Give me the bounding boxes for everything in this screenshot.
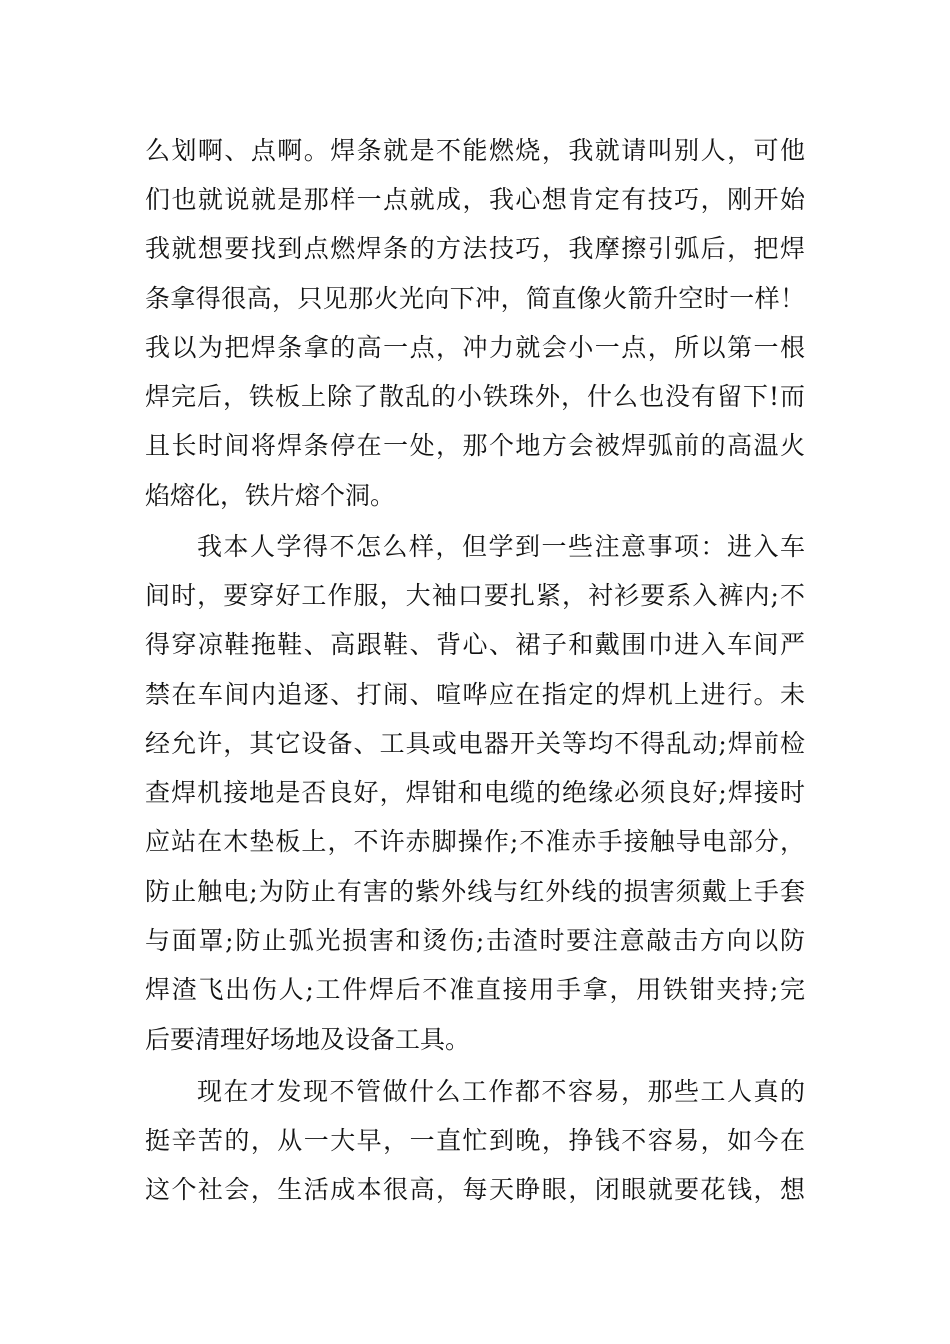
text-line: 这个社会，生活成本很高，每天睁眼，闭眼就要花钱，想: [145, 1175, 805, 1204]
text-line: 焰熔化，铁片熔个洞。: [145, 481, 396, 510]
paragraph-first-line: 现在才发现不管做什么工作都不容易，那些工人真的: [197, 1077, 805, 1106]
text-line: 我就想要找到点燃焊条的方法技巧，我摩擦引弧后，把焊: [145, 234, 805, 263]
text-line: 挺辛苦的，从一大早，一直忙到晚，挣钱不容易，如今在: [145, 1126, 805, 1155]
text-line: 与面罩;防止弧光损害和烫伤;击渣时要注意敲击方向以防: [145, 926, 805, 955]
text-line: 经允许，其它设备、工具或电器开关等均不得乱动;焊前检: [145, 729, 805, 758]
text-line: 么划啊、点啊。焊条就是不能燃烧，我就请叫别人，可他: [145, 136, 805, 165]
text-line: 焊完后，铁板上除了散乱的小铁珠外，什么也没有留下!而: [145, 382, 805, 411]
text-line: 应站在木垫板上，不许赤脚操作;不准赤手接触导电部分，: [145, 827, 805, 856]
text-line: 焊渣飞出伤人;工件焊后不准直接用手拿，用铁钳夹持;完: [145, 975, 805, 1004]
text-line: 得穿凉鞋拖鞋、高跟鞋、背心、裙子和戴围巾进入车间严: [145, 630, 805, 659]
text-line: 禁在车间内追逐、打闹、喧哗应在指定的焊机上进行。未: [145, 680, 805, 709]
text-line: 们也就说就是那样一点就成，我心想肯定有技巧，刚开始: [145, 185, 805, 214]
text-line: 间时，要穿好工作服，大袖口要扎紧，衬衫要系入裤内;不: [145, 581, 805, 610]
text-line: 条拿得很高，只见那火光向下冲，简直像火箭升空时一样！: [145, 284, 805, 313]
text-line: 后要清理好场地及设备工具。: [145, 1025, 471, 1054]
text-line: 且长时间将焊条停在一处，那个地方会被焊弧前的高温火: [145, 431, 805, 460]
text-line: 防止触电;为防止有害的紫外线与红外线的损害须戴上手套: [145, 877, 805, 906]
paragraph-first-line: 我本人学得不怎么样，但学到一些注意事项：进入车: [197, 532, 805, 561]
text-line: 查焊机接地是否良好，焊钳和电缆的绝缘必须良好;焊接时: [145, 778, 805, 807]
text-line: 我以为把焊条拿的高一点，冲力就会小一点，所以第一根: [145, 333, 805, 362]
